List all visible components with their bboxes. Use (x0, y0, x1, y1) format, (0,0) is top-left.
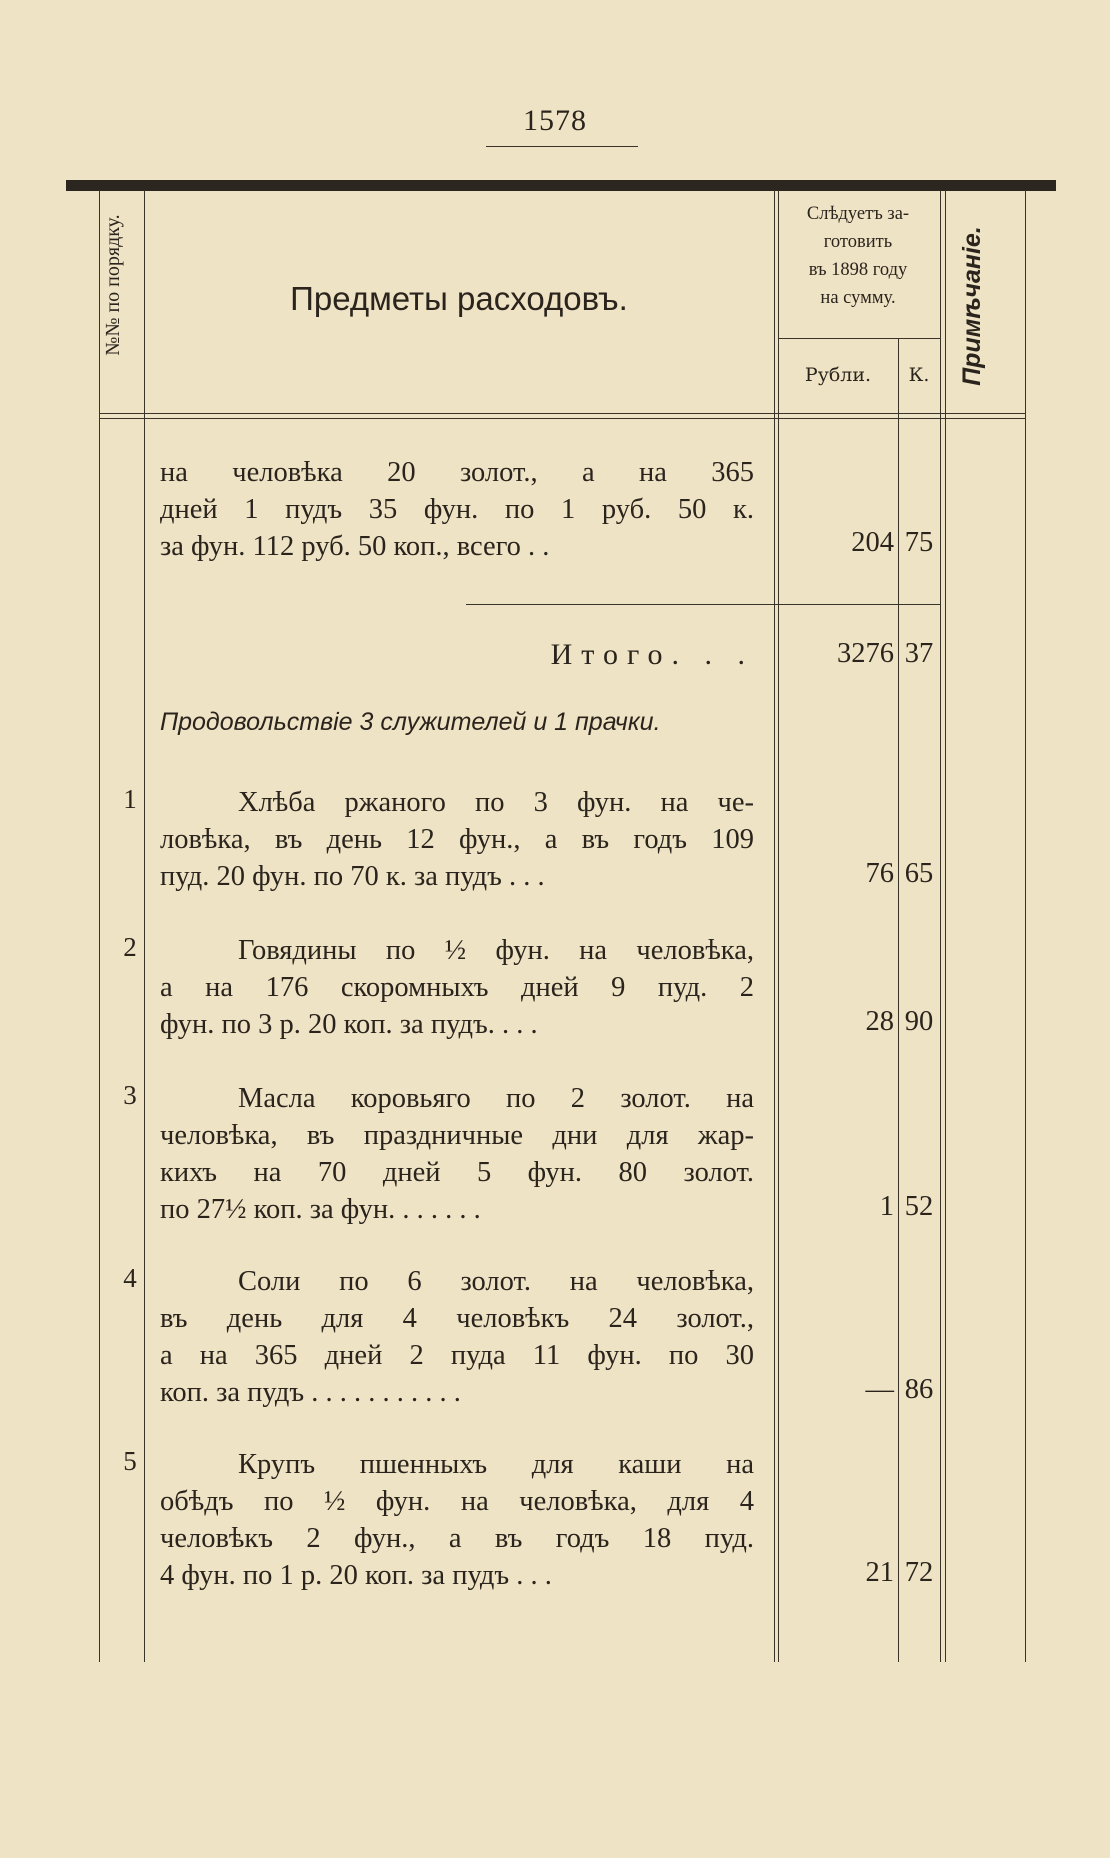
item-text (160, 1080, 754, 1228)
grid-header-bottom (99, 413, 1025, 414)
item-number: 2 (123, 932, 137, 962)
page-number: 1578 (523, 104, 587, 137)
text-line: обѣдъ по ½ фун. на человѣка, для 4 (160, 1486, 754, 1517)
header-due-line: въ 1898 году (808, 260, 908, 280)
grid-text-divider (774, 190, 775, 1662)
text-line: Хлѣба ржаного по 3 фун. на че- (238, 787, 754, 818)
header-kopecks: К. (908, 364, 930, 386)
header-due-line: на сумму. (820, 288, 896, 308)
item-number: 4 (123, 1263, 137, 1293)
carry-kopecks: 75 (904, 527, 934, 558)
text-line: Крупъ пшенныхъ для каши на (238, 1449, 754, 1480)
table-top-rule (66, 180, 1056, 191)
carry-rubles: 204 (851, 527, 894, 558)
grid-right-border (1025, 190, 1026, 1662)
text-line: за фун. 112 руб. 50 коп., всего . . (160, 531, 550, 562)
grid-header-bottom-2 (99, 418, 1025, 419)
item-kopecks: 72 (904, 1557, 934, 1588)
header-due-line: Слѣдуетъ за- (806, 204, 910, 224)
text-line: Масла коровьяго по 2 золот. на (238, 1083, 754, 1114)
text-line: на человѣка 20 золот., а на 365 (160, 457, 754, 488)
header-number-column: №№ по порядку. (102, 214, 124, 356)
text-line: коп. за пудъ . . . . . . . . . . . (160, 1377, 461, 1408)
item-rubles: 76 (865, 858, 894, 889)
item-kopecks: 90 (904, 1006, 934, 1037)
text-line: кихъ на 70 дней 5 фун. 80 золот. (160, 1157, 754, 1188)
item-number: 1 (123, 784, 137, 814)
item-text (160, 1263, 754, 1411)
text-line: Говядины по ½ фун. на человѣка, (238, 935, 754, 966)
total-rubles: 3276 (837, 638, 894, 669)
text-line: человѣка, въ праздничные дни для жар- (160, 1120, 754, 1151)
header-rubles: Рубли. (804, 364, 872, 386)
item-text (160, 932, 754, 1043)
grid-text-divider-2 (778, 190, 779, 1662)
header-due-amount (778, 200, 938, 312)
item-rubles: 28 (865, 1006, 894, 1037)
page-number-rule (486, 146, 638, 147)
grid-left-border (99, 190, 100, 1662)
text-line: ловѣка, въ день 12 фун., а въ годъ 109 (160, 824, 754, 855)
item-number: 3 (123, 1080, 137, 1110)
item-text (160, 784, 754, 895)
text-line: по 27½ коп. за фун. . . . . . . (160, 1194, 481, 1225)
header-due-line: готовить (823, 232, 893, 252)
grid-kop-note-divider-2 (945, 190, 946, 1662)
text-line: а на 365 дней 2 пуда 11 фун. по 30 (160, 1340, 754, 1371)
item-kopecks: 65 (904, 858, 934, 889)
item-number: 5 (123, 1446, 137, 1476)
item-kopecks: 52 (904, 1191, 934, 1222)
text-line: человѣкъ 2 фун., а въ годъ 18 пуд. (160, 1523, 754, 1554)
text-line: пуд. 20 фун. по 70 к. за пудъ . . . (160, 861, 545, 892)
subtotal-rule (466, 604, 940, 605)
text-line: фун. по 3 р. 20 коп. за пудъ. . . . (160, 1009, 538, 1040)
grid-num-divider (144, 190, 145, 1662)
item-rubles: 21 (865, 1557, 894, 1588)
grid-kop-note-divider (940, 190, 941, 1662)
total-label: Итого. . . (550, 638, 754, 671)
text-line: въ день для 4 человѣкъ 24 золот., (160, 1303, 754, 1334)
header-note: Примѣчаніе. (958, 226, 986, 386)
text-line: 4 фун. по 1 р. 20 коп. за пудъ . . . (160, 1560, 552, 1591)
text-line: дней 1 пудъ 35 фун. по 1 руб. 50 к. (160, 494, 754, 525)
text-line: Соли по 6 золот. на человѣка, (238, 1266, 754, 1297)
total-kopecks: 37 (904, 638, 934, 669)
section-title: Продовольствіе 3 служителей и 1 прачки. (160, 708, 661, 736)
item-rubles: — (865, 1374, 894, 1405)
item-rubles: 1 (879, 1191, 894, 1222)
carry-text (160, 454, 754, 565)
item-kopecks: 86 (904, 1374, 934, 1405)
header-title: Предметы расходовъ. (290, 280, 628, 317)
grid-due-subdivider (778, 338, 940, 339)
item-text (160, 1446, 754, 1594)
text-line: а на 176 скоромныхъ дней 9 пуд. 2 (160, 972, 754, 1003)
